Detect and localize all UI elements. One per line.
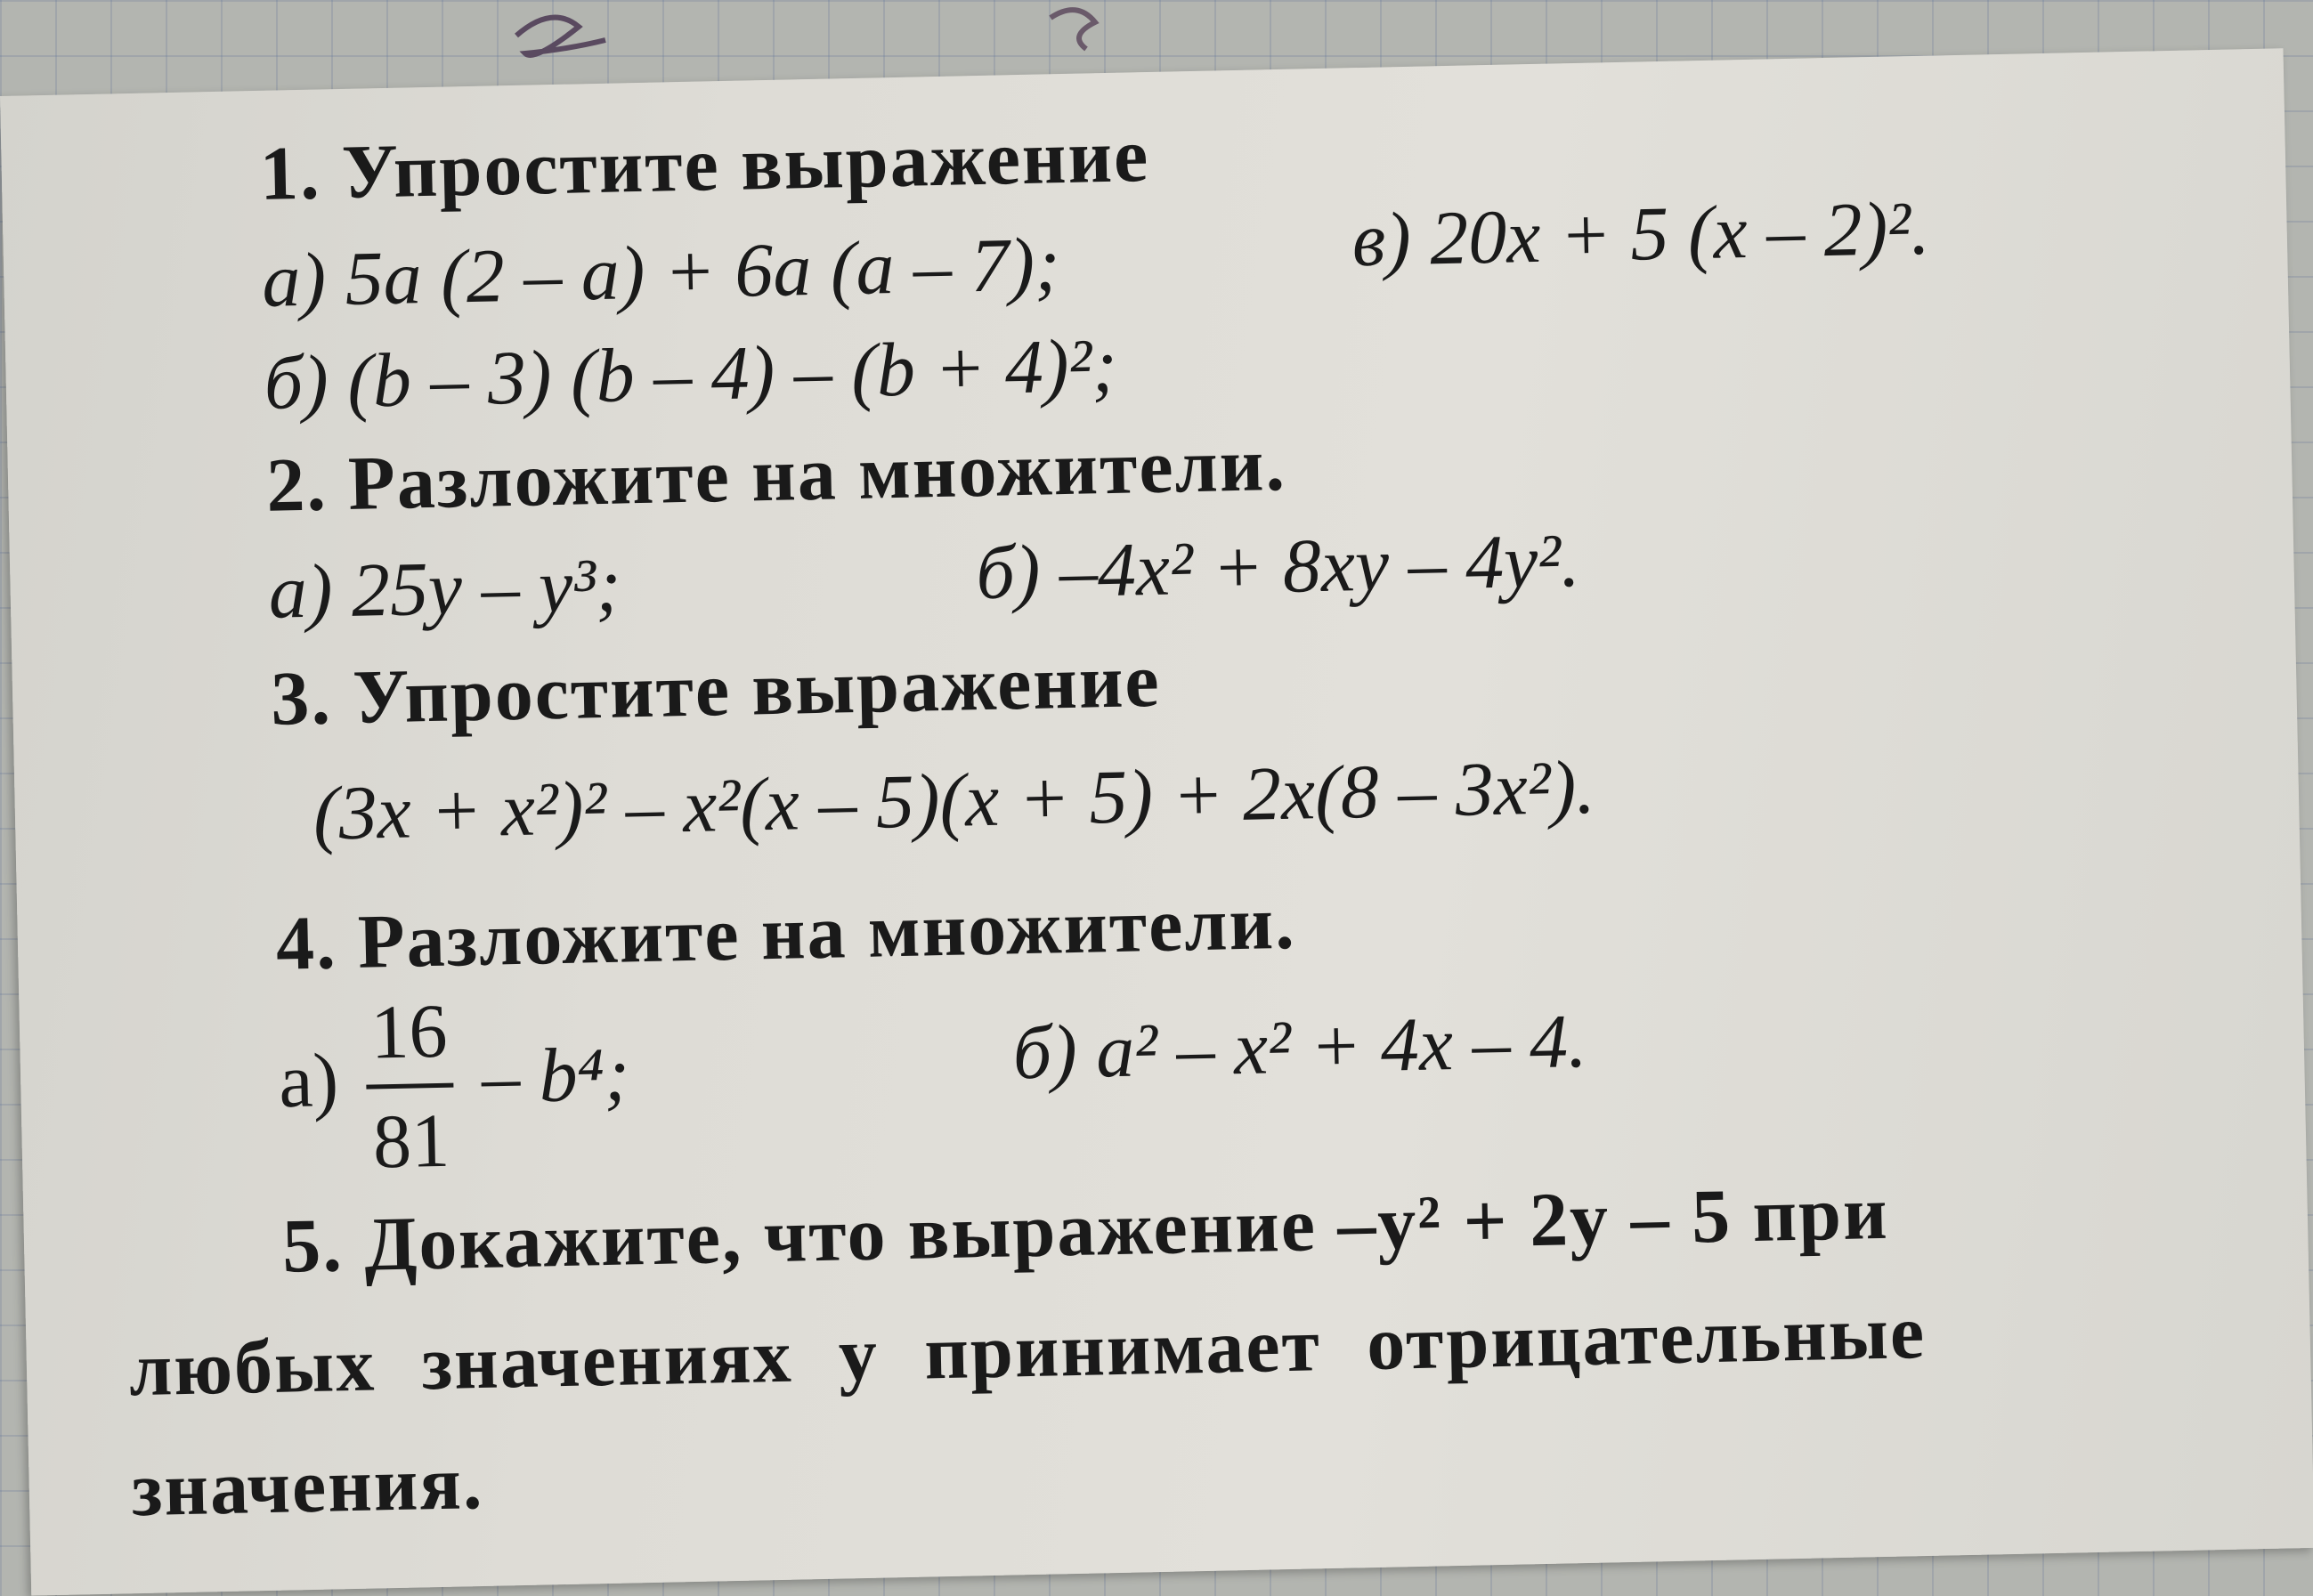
task5-line3: значения. <box>130 1438 485 1533</box>
task1-item-a: а) 5a (2 – a) + 6a (a – 7); <box>261 221 1061 323</box>
task4-item-a <box>277 986 631 1184</box>
task4-item-a-rest: – b⁴; <box>480 1030 631 1120</box>
task5-line2: любых значениях y принимает отрицательные <box>127 1289 1927 1413</box>
task2-heading: 2. Разложите на множители. <box>265 420 1287 528</box>
pen-scribble <box>499 0 1300 80</box>
task1-heading: 1. Упростите выражение <box>258 111 1151 216</box>
task5-line1: 5. Докажите, что выражение –y² + 2y – 5 при <box>281 1169 1890 1289</box>
task3-expression: (3x + x²)² – x²(x – 5)(x + 5) + 2x(8 – 3x²). <box>312 743 1596 856</box>
task4-heading: 4. Разложите на множители. <box>274 879 1297 986</box>
printed-worksheet <box>0 48 2313 1595</box>
task1-item-b: б) (b – 3) (b – 4) – (b + 4)²; <box>263 321 1118 425</box>
task4-item-b: б) a² – x² + 4x – 4. <box>1011 997 1588 1096</box>
task1-item-v: в) 20x + 5 (x – 2)². <box>1351 184 1931 283</box>
task2-item-a: а) 25y – y³; <box>267 541 622 635</box>
task2-item-b: б) –4x² + 8xy – 4y². <box>975 516 1581 616</box>
fraction <box>364 987 455 1185</box>
fraction-numerator: 16 <box>364 991 453 1090</box>
fraction-denominator: 81 <box>372 1097 450 1185</box>
task4-item-a-label: а) <box>278 1036 340 1124</box>
task3-heading: 3. Упростите выражение <box>270 636 1162 741</box>
